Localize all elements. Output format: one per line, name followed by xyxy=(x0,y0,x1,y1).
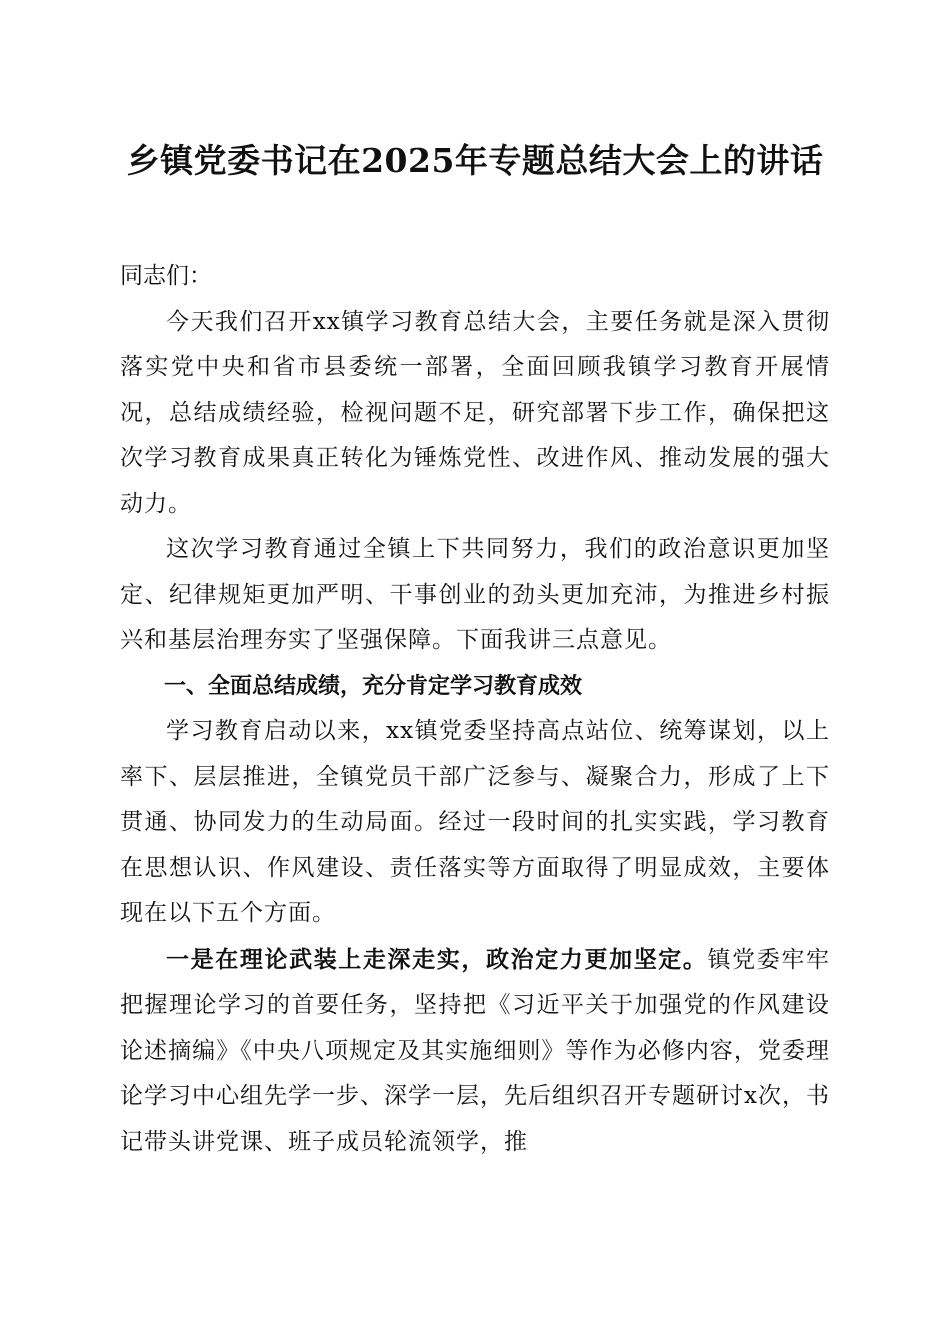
point-1-text: 镇党委牢牢把握理论学习的首要任务，坚持把《习近平关于加强党的作风建设论述摘编》《中央八项规定及其实施细则》等作为必修内容，党委理论学习中心组先学一步、深学一层，先后组织召开专题研讨x次，书记带头讲党课、班子成员轮流领学，推 xyxy=(120,946,831,1155)
point-1-paragraph xyxy=(120,937,830,1166)
intro-paragraph-2: 这次学习教育通过全镇上下共同努力，我们的政治意识更加坚定、纪律规矩更加严明、干事创业的劲头更加充沛，为推进乡村振兴和基层治理夯实了坚强保障。下面我讲三点意见。 xyxy=(120,536,830,653)
document-title: 乡镇党委书记在2025年专题总结大会上的讲话 xyxy=(126,141,824,180)
intro-paragraph-1: 今天我们召开xx镇学习教育总结大会，主要任务就是深入贯彻落实党中央和省市县委统一部署，全面回顾我镇学习教育开展情况，总结成绩经验，检视问题不足，研究部署下步工作，确保把这次学习教育成果真正转化为锤炼党性、改进作风、推动发展的强大动力。 xyxy=(120,308,830,517)
section-heading-1: 一、全面总结成绩，充分肯定学习教育成效 xyxy=(164,673,583,699)
salutation: 同志们： xyxy=(120,263,212,289)
point-1-lead: 一是在理论武装上走深走实，政治定力更加坚定。 xyxy=(166,945,708,973)
section-1-intro-paragraph: 学习教育启动以来，xx镇党委坚持高点站位、统筹谋划，以上率下、层层推进，全镇党员干部广泛参与、凝聚合力，形成了上下贯通、协同发力的生动局面。经过一段时间的扎实实践，学习教育在思想认识、作风建设、责任落实等方面取得了明显成效，主要体现在以下五个方面。 xyxy=(120,718,830,926)
document-body xyxy=(120,254,830,1165)
